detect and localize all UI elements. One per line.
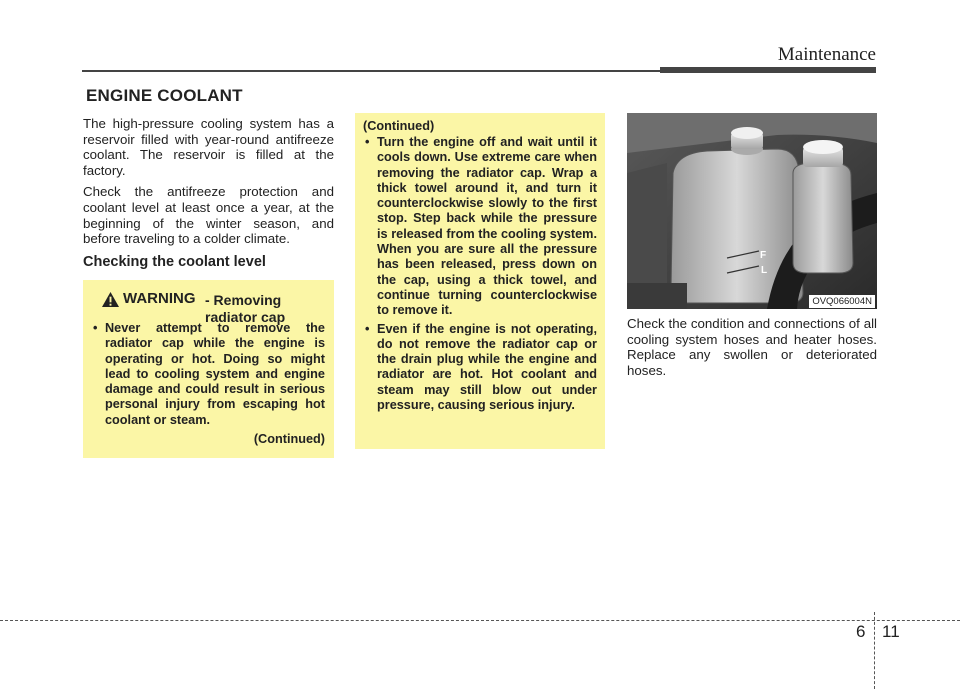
coolant-reservoir-photo [627, 113, 877, 309]
page-number: 11 [882, 622, 900, 641]
intro-text [83, 116, 334, 253]
warning-item: • Even if the engine is not operating, do not remove the radiator cap or the drain plug while the engine and radiator are hot. Hot coolant and steam may still blow out under pressure, causing serious injury. [363, 322, 597, 414]
image-code: OVQ066004N [809, 295, 875, 308]
header-rule [82, 70, 660, 72]
intro-paragraph-2: Check the antifreeze protection and coolant level at least once a year, at the beginning of the winter season, and before traveling to a colder climate. [83, 184, 334, 247]
warning-triangle-icon [101, 291, 120, 308]
chapter-number: 6 [856, 622, 866, 641]
hose-check-text [627, 316, 877, 384]
continued-label: (Continued) [363, 119, 435, 133]
engine-bay-illustration [627, 113, 877, 309]
full-level-label: F [760, 250, 767, 261]
warning-list [363, 135, 597, 416]
section-title: ENGINE COOLANT [86, 86, 243, 105]
warning-word: WARNING [123, 290, 196, 307]
warning-list [91, 321, 325, 431]
header-rule-accent [660, 67, 876, 73]
hose-check-paragraph: Check the condition and connections of all cooling system hoses and heater hoses. Replace any swollen or deteriorated hoses. [627, 316, 877, 378]
header-title: Maintenance [777, 44, 876, 65]
subheading-checking-coolant: Checking the coolant level [83, 254, 266, 270]
warning-item: • Never attempt to remove the radiator cap while the engine is operating or hot. Doing so might lead to cooling system and engine damage and could result in serious personal injury from escaping hot coolant or steam. [91, 321, 325, 428]
low-level-label: L [761, 265, 768, 276]
continued-label: (Continued) [253, 432, 325, 446]
warning-box [83, 280, 334, 458]
footer-rule [0, 620, 960, 621]
warning-box-continued [355, 113, 605, 449]
warning-subtitle: - Removing radiator cap [205, 292, 286, 325]
intro-paragraph-1: The high-pressure cooling system has a reservoir filled with year-round antifreeze coolant. The reservoir is filled at the factory. [83, 116, 334, 178]
warning-item: • Turn the engine off and wait until it cools down. Use extreme care when removing the radiator cap. Wrap a thick towel around it, and turn it counterclockwise slowly to the first stop. Step back while the pressure is released from the cooling system. When you are sure all the pressure has been released, press down on the cap, using a thick towel, and continue turning counterclockwise to remove it. [363, 135, 597, 319]
footer-divider [874, 612, 875, 689]
